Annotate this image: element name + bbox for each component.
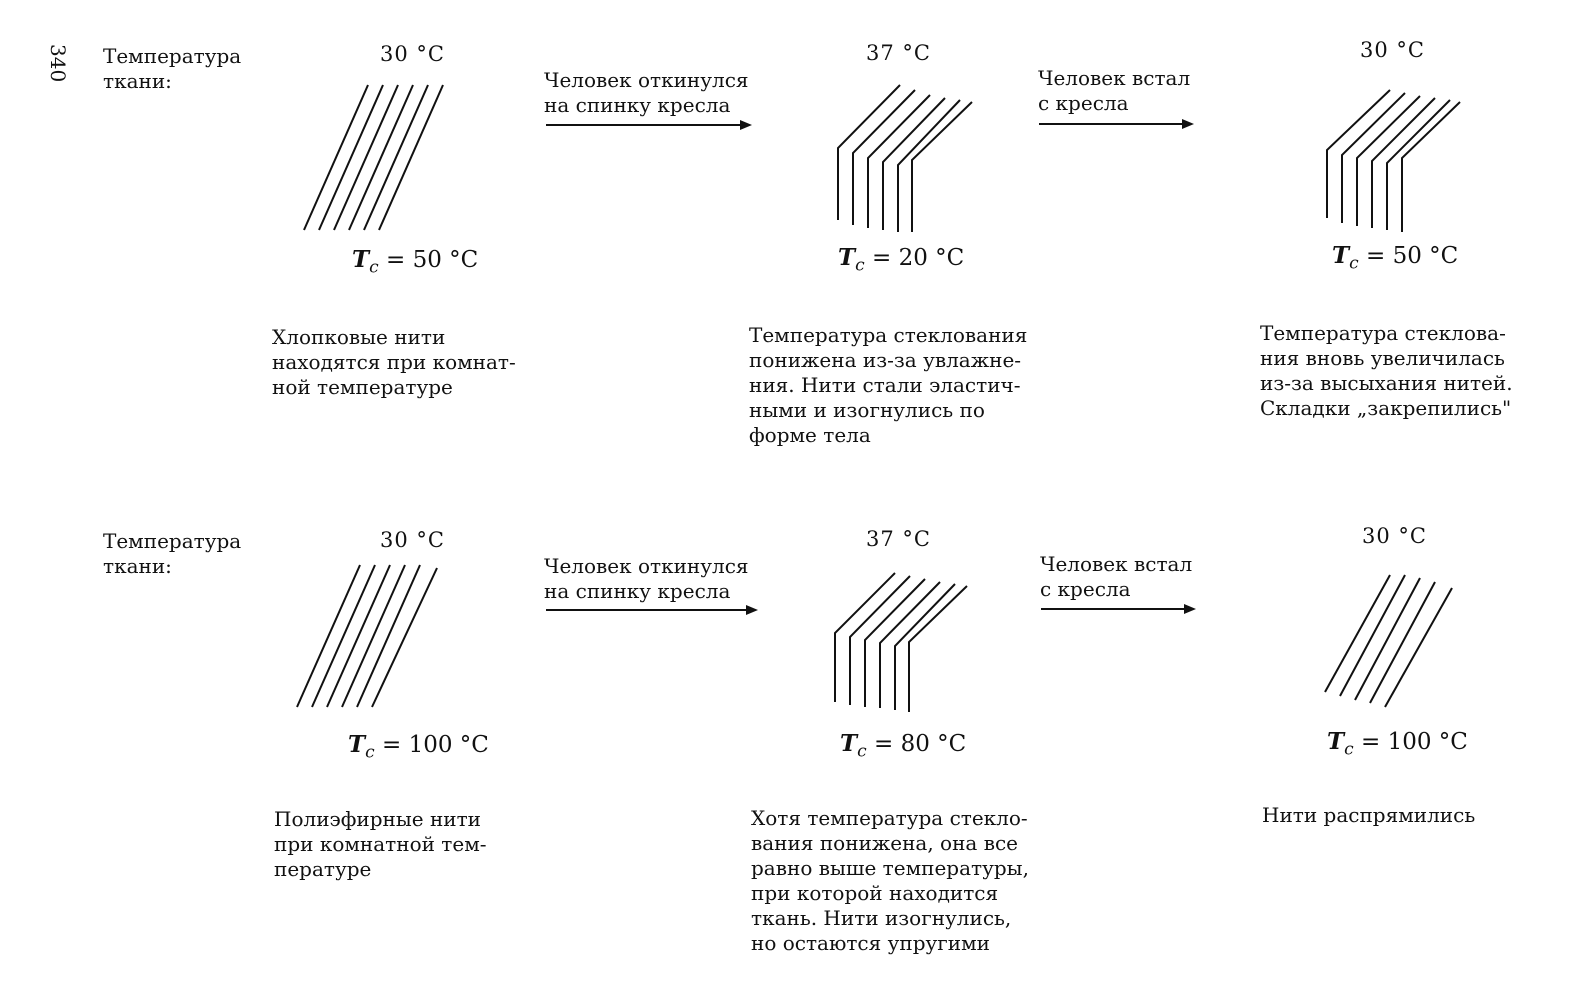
fabric-temp-row1-stage1: 30 °C xyxy=(380,42,445,66)
caption-polyester-straightened: Нити распрямились xyxy=(1262,803,1476,827)
caption-polyester-bent-elastic: Хотя температура стекло- вания понижена, она все равно выше температуры, при которой находится ткань. Нити изогнулись, но остаются упругими xyxy=(751,806,1029,955)
caption-cotton-moistened: Температура стеклования понижена из-за увлажне- ния. Нити стали эластич- ными и изогнулись по форме тела xyxy=(749,323,1028,447)
fabric-temperature-label-row2: Температура ткани: xyxy=(103,529,242,578)
arrow-label-sit-back-row2: Человек откинулся на спинку кресла xyxy=(544,554,749,603)
arrow-label-sit-back-row1: Человек откинулся на спинку кресла xyxy=(544,68,749,117)
fabric-temp-row2-stage2: 37 °C xyxy=(866,527,931,551)
glass-transition-temp-row2-stage3: $T_c = 100$ °C xyxy=(1327,728,1468,760)
glass-transition-temp-row1-stage2: $T_c = 20$ °C xyxy=(838,244,965,276)
fabric-temp-row2-stage3: 30 °C xyxy=(1362,524,1427,548)
glass-transition-temp-row1-stage3: $T_c = 50$ °C xyxy=(1332,242,1459,274)
caption-cotton-room-temp: Хлопковые нити находятся при комнат- ной температуре xyxy=(272,325,516,399)
fabric-temp-row1-stage3: 30 °C xyxy=(1360,38,1425,62)
page-number: 340 xyxy=(46,44,70,83)
fabric-temp-row1-stage2: 37 °C xyxy=(866,41,931,65)
caption-cotton-dried: Температура стеклова- ния вновь увеличилась из-за высыхания нитей. Складки „закрепились" xyxy=(1260,321,1513,420)
glass-transition-temp-row1-stage1: $T_c = 50$ °C xyxy=(352,246,479,278)
arrow-label-stand-up-row2: Человек встал с кресла xyxy=(1040,552,1193,601)
fabric-temp-row2-stage1: 30 °C xyxy=(380,528,445,552)
fabric-temperature-label-row1: Температура ткани: xyxy=(103,44,242,93)
glass-transition-temp-row2-stage2: $T_c = 80$ °C xyxy=(840,730,967,762)
caption-polyester-room-temp: Полиэфирные нити при комнатной тем- пературе xyxy=(274,807,487,881)
glass-transition-temp-row2-stage1: $T_c = 100$ °C xyxy=(348,731,489,763)
arrow-label-stand-up-row1: Человек встал с кресла xyxy=(1038,66,1191,115)
